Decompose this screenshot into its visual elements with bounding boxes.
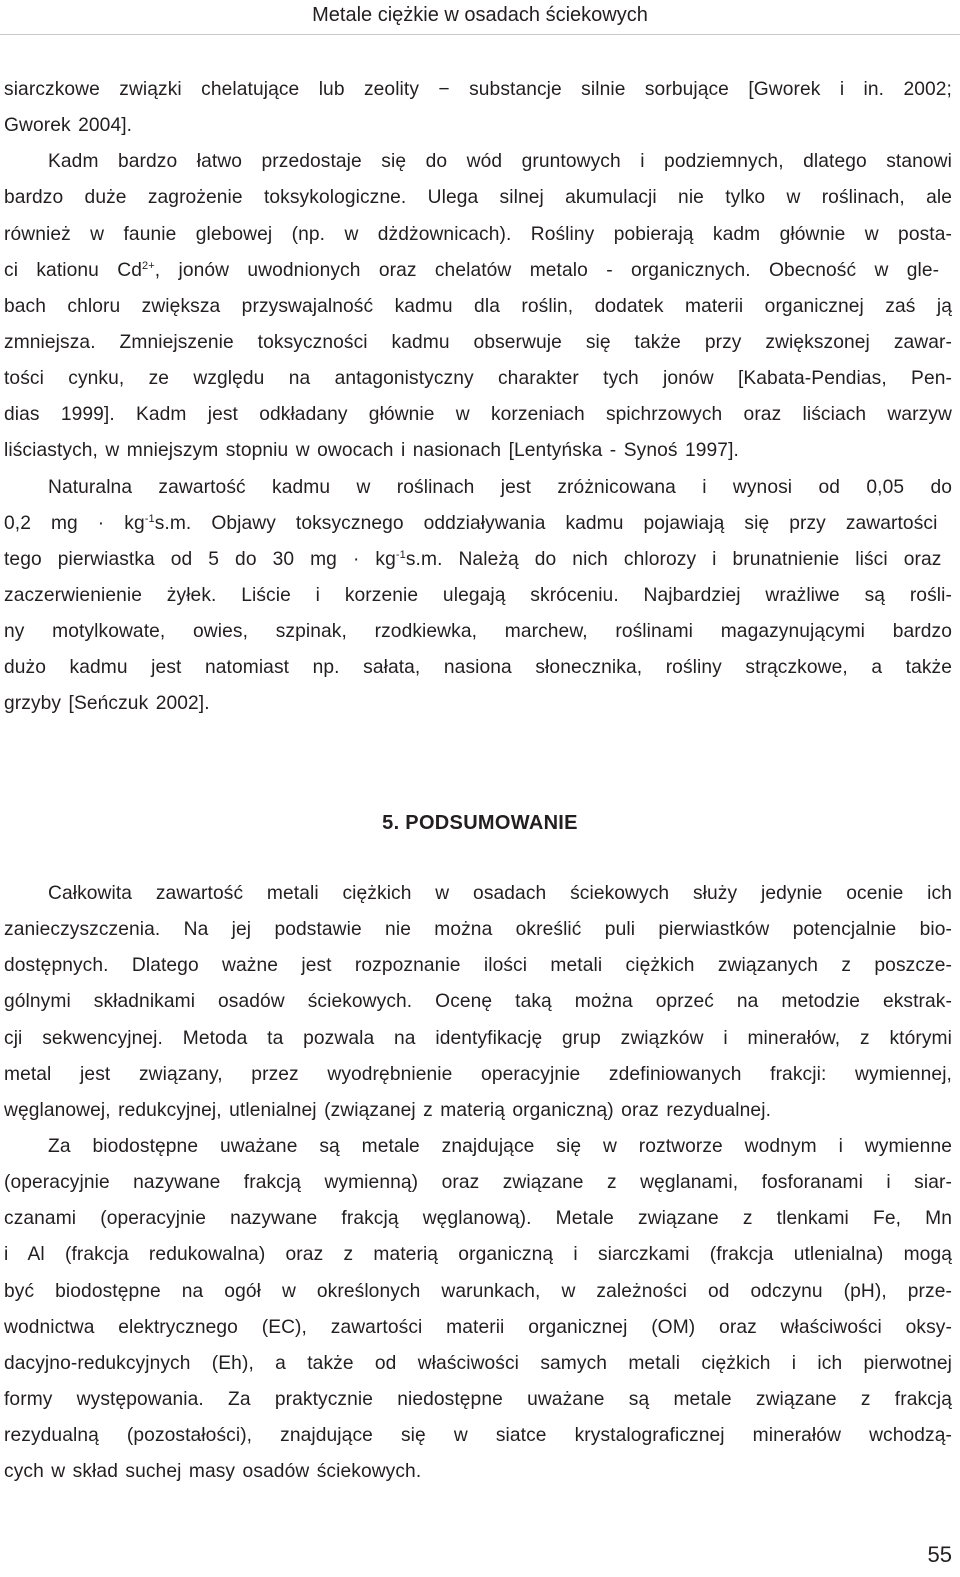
text-line: (operacyjnie nazywane frakcją wymienną) oraz związane z węglanami, fosforanami i siar-	[4, 1172, 952, 1194]
text-line: metal jest związany, przez wyodrębnienie operacyjnie zdefiniowanych frakcji: wymiennej,	[4, 1063, 952, 1085]
text-line: tego pierwiastka od 5 do 30 mg · $kg^{-1}s.m$. Należą do nich chlorozy i brunatnienie liści oraz	[4, 548, 942, 570]
text-line: węglanowej, redukcyjnej, utlenialnej (związanej z materią organiczną) oraz rezydualnej.	[4, 1099, 771, 1121]
text-line: zaczerwienienie żyłek. Liście i korzenie ulegają skróceniu. Najbardziej wrażliwe są rośli-	[4, 584, 952, 606]
text-line: być biodostępne na ogół w określonych warunkach, w zależności od odczynu (pH), prze-	[4, 1280, 952, 1302]
text-line: czanami (operacyjnie nazywane frakcją węglanową). Metale związane z tlenkami Fe, Mn	[4, 1208, 952, 1230]
paragraph-first-line: Za biodostępne uważane są metale znajdujące się w roztworze wodnym i wymienne	[48, 1135, 952, 1157]
text-line: Gworek 2004].	[4, 115, 133, 137]
text-line: siarczkowe związki chelatujące lub zeolity − substancje silnie sorbujące [Gworek i in. 2002;	[4, 79, 952, 100]
text-line: bach chloru zwiększa przyswajalność kadmu dla roślin, dodatek materii organicznej zaś ją	[4, 295, 952, 317]
text-line: zmniejsza. Zmniejszenie toksyczności kadmu obserwuje się także przy zwiększonej zawar-	[4, 331, 952, 353]
running-title: Metale ciężkie w osadach ściekowych	[312, 4, 648, 26]
text-line: tości cynku, ze względu na antagonistyczny charakter tych jonów [Kabata-Pendias, Pen-	[4, 368, 952, 390]
text-line: grzyby [Seńczuk 2002].	[4, 693, 210, 715]
superscript: -1	[144, 512, 155, 525]
paragraph-first-line: Naturalna zawartość kadmu w roślinach jest zróżnicowana i wynosi od 0,05 do	[48, 476, 952, 498]
text-line: liściastych, w mniejszym stopniu w owocach i nasionach [Lentyńska - Synoś 1997].	[4, 440, 739, 462]
text-line: wodnictwa elektrycznego (EC), zawartości materii organicznej (OM) oraz właściwości oksy-	[4, 1316, 952, 1338]
body-text-upper	[4, 72, 952, 723]
page-number: 55	[927, 1542, 952, 1567]
text-line: dużo kadmu jest natomiast np. sałata, nasiona słonecznika, rośliny strączkowe, a także	[4, 657, 952, 679]
text-line: gólnymi składnikami osadów ściekowych. Ocenę taką można oprzeć na metodzie ekstrak-	[4, 991, 952, 1013]
text-line: cych w skład suchej masy osadów ściekowych.	[4, 1461, 422, 1483]
text-line: cji sekwencyjnej. Metoda ta pozwala na identyfikację grup związków i minerałów, z którymi	[4, 1027, 952, 1049]
superscript: -1	[395, 548, 406, 561]
text-line: dacyjno-redukcyjnych (Eh), a także od właściwości samych metali ciężkich i ich pierwotnej	[4, 1352, 952, 1374]
text-line: dostępnych. Dlatego ważne jest rozpoznanie ilości metali ciężkich związanych z poszcze-	[4, 955, 952, 977]
text-line: i Al (frakcja redukowalna) oraz z materią organiczną i siarczkami (frakcja utlenialna) mogą	[4, 1244, 952, 1266]
text-line: bardzo duże zagrożenie toksykologiczne. Ulega silnej akumulacji nie tylko w roślinach, ale	[4, 187, 952, 209]
section-heading: 5. PODSUMOWANIE	[382, 812, 578, 834]
paragraph-first-line: Całkowita zawartość metali ciężkich w osadach ściekowych służy jedynie ocenie ich	[48, 883, 952, 904]
text-line: 0,2 mg · $kg^{-1}s.m$. Objawy toksycznego oddziaływania kadmu pojawiają się przy zawartości	[4, 512, 938, 534]
text-line: ny motylkowate, owies, szpinak, rzodkiewka, marchew, roślinami magazynującymi bardzo	[4, 621, 952, 643]
body-text-summary	[4, 876, 952, 1490]
running-header	[0, 0, 960, 35]
text-line: dias 1999]. Kadm jest odkładany głównie w korzeniach spichrzowych oraz liściach warzyw	[4, 404, 952, 426]
text-line: zanieczyszczenia. Na jej podstawie nie można określić puli pierwiastków potencjalnie bio-	[4, 919, 952, 941]
text-line: ci kationu $Cd^{2+}$, jonów uwodnionych oraz chelatów metalo - organicznych. Obecność w gle-	[4, 259, 940, 281]
text-line: formy występowania. Za praktycznie niedostępne uważane są metale związane z frakcją	[4, 1388, 952, 1410]
text-line: rezydualną (pozostałości), znajdujące się w siatce krystalograficznej minerałów wchodzą-	[4, 1425, 952, 1447]
text-line: również w faunie glebowej (np. w dżdżownicach). Rośliny pobierają kadm głównie w posta-	[4, 223, 952, 245]
paragraph-first-line: Kadm bardzo łatwo przedostaje się do wód gruntowych i podziemnych, dlatego stanowi	[48, 151, 952, 173]
superscript: 2+	[141, 259, 155, 272]
